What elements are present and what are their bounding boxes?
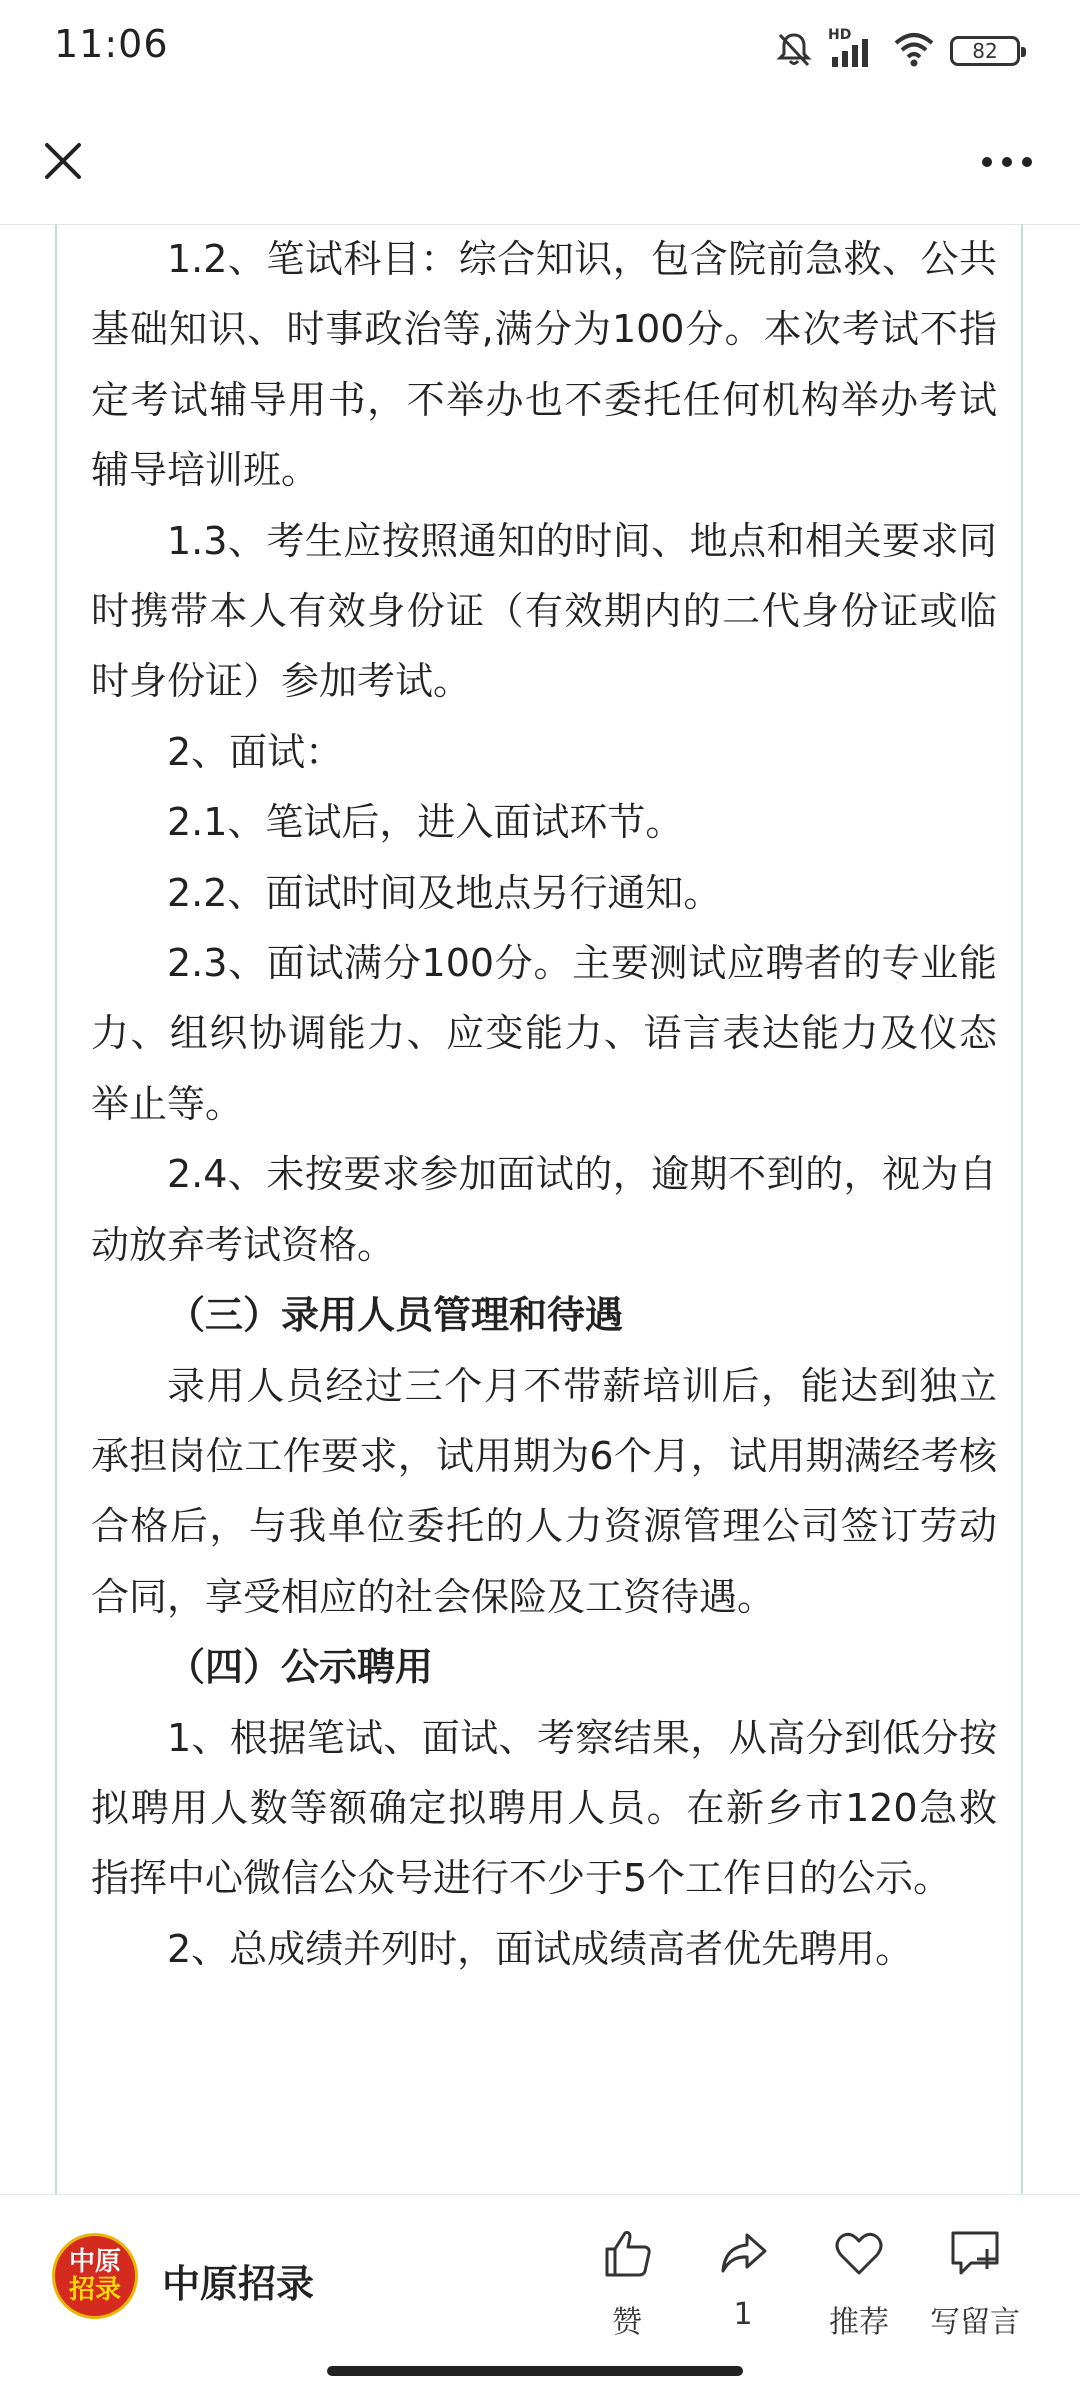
share-arrow-icon xyxy=(713,2223,773,2283)
paragraph-exam-id-requirement: 1.3、考生应按照通知的时间、地点和相关要求同时携带本人有效身份证（有效期内的二代身份证或临时身份证）参加考试。 xyxy=(91,518,997,704)
paragraph-written-exam-subjects: 1.2、笔试科目：综合知识，包含院前急救、公共基础知识、时事政治等,满分为100分。本次考试不指定考试辅导用书，不举办也不委托任何机构举办考试辅导培训班。 xyxy=(91,237,997,493)
recommend-button[interactable] xyxy=(799,2223,919,2341)
section-heading-publicity: （四）公示聘用 xyxy=(167,1645,434,1690)
status-time: 11:06 xyxy=(54,22,169,66)
paragraph-employment-details: 录用人员经过三个月不带薪培训后，能达到独立承担岗位工作要求，试用期为6个月，试用期满经考核合格后，与我单位委托的人力资源管理公司签订劳动合同，享受相应的社会保险及工资待遇。 xyxy=(91,1363,997,1619)
write-comment-button[interactable] xyxy=(915,2223,1035,2341)
article-content xyxy=(91,224,997,1984)
cellular-signal-icon xyxy=(828,27,878,71)
wifi-icon xyxy=(892,29,936,73)
network-type-label: HD xyxy=(828,27,852,43)
more-options-button[interactable] xyxy=(962,128,1052,198)
paragraph-publicity-1: 1、根据笔试、面试、考察结果，从高分到低分按拟聘用人数等额确定拟聘用人员。在新乡市120急救指挥中心微信公众号进行不少于5个工作日的公示。 xyxy=(91,1715,997,1901)
share-button[interactable] xyxy=(683,2223,803,2332)
close-icon xyxy=(41,139,85,187)
close-button[interactable] xyxy=(28,128,98,198)
like-label: 赞 xyxy=(612,2305,642,2340)
like-button[interactable] xyxy=(567,2223,687,2341)
paragraph-interview-title: 2、面试： xyxy=(167,729,344,774)
account-avatar[interactable] xyxy=(52,2233,138,2319)
heart-icon xyxy=(829,2223,889,2283)
more-dots-icon xyxy=(979,154,1035,173)
recommend-label: 推荐 xyxy=(829,2305,889,2340)
mute-bell-icon xyxy=(774,29,814,73)
avatar-text-line1: 中原 xyxy=(68,2247,121,2277)
account-name[interactable]: 中原招录 xyxy=(162,2262,315,2306)
status-icons xyxy=(774,28,1020,74)
share-count: 1 xyxy=(733,2297,753,2332)
comment-add-icon xyxy=(945,2223,1005,2283)
paragraph-publicity-2: 2、总成绩并列时，面试成绩高者优先聘用。 xyxy=(167,1926,914,1971)
paragraph-interview-2-1: 2.1、笔试后，进入面试环节。 xyxy=(167,800,684,845)
battery-indicator xyxy=(950,36,1020,66)
home-indicator[interactable] xyxy=(327,2366,743,2376)
paragraph-interview-2-2: 2.2、面试时间及地点另行通知。 xyxy=(167,870,722,915)
status-bar xyxy=(0,0,1080,100)
paragraph-interview-2-4: 2.4、未按要求参加面试的，逾期不到的，视为自动放弃考试资格。 xyxy=(91,1152,997,1267)
section-heading-employment: （三）录用人员管理和待遇 xyxy=(167,1293,624,1338)
thumbs-up-icon xyxy=(597,2223,657,2283)
write-comment-label: 写留言 xyxy=(930,2305,1020,2340)
avatar-text-line2: 招录 xyxy=(68,2275,121,2305)
article-body xyxy=(55,224,1023,2194)
top-nav xyxy=(0,100,1080,225)
battery-level: 82 xyxy=(972,39,998,63)
paragraph-interview-2-3: 2.3、面试满分100分。主要测试应聘者的专业能力、组织协调能力、应变能力、语言表达能力及仪态举止等。 xyxy=(91,941,997,1126)
